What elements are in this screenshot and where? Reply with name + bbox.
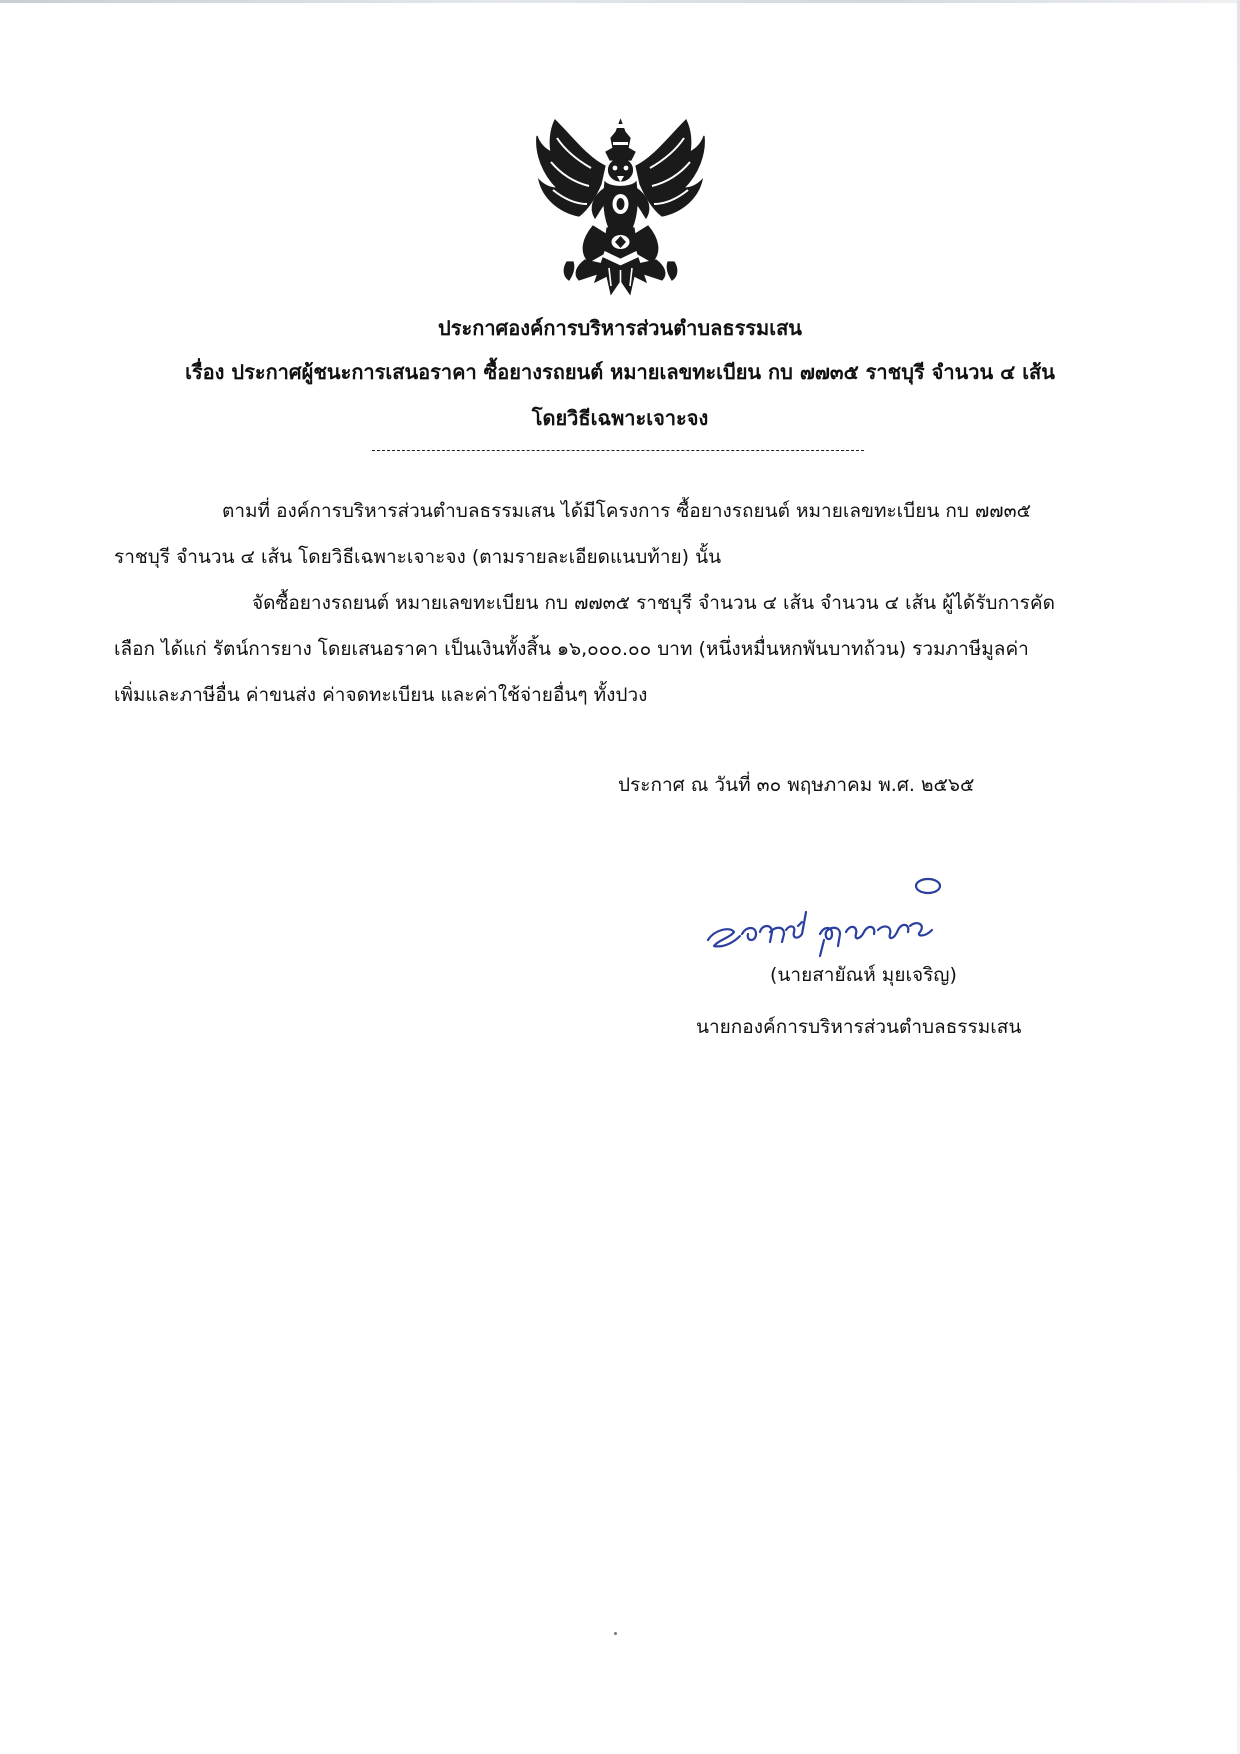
paragraph-1-line-1: ตามที่ องค์การบริหารส่วนตำบลธรรมเสน ได้มีโครงการ ซื้อยางรถยนต์ หมายเลขทะเบียน กบ ๗๗๓๕: [222, 500, 1031, 522]
handwritten-signature: [700, 868, 962, 960]
signatory-name: (นายสายัณห์ มุยเจริญ): [770, 964, 957, 986]
announcement-subject: เรื่อง ประกาศผู้ชนะการเสนอราคา ซื้อยางรถยนต์ หมายเลขทะเบียน กบ ๗๗๓๕ ราชบุรี จำนวน ๔ เส้น: [185, 360, 1055, 384]
announcement-date: ประกาศ ณ วันที่ ๓๐ พฤษภาคม พ.ศ. ๒๕๖๕: [618, 774, 975, 796]
announcement-title: ประกาศองค์การบริหารส่วนตำบลธรรมเสน: [438, 316, 802, 340]
paragraph-1-line-2: ราชบุรี จำนวน ๔ เส้น โดยวิธีเฉพาะเจาะจง (ตามรายละเอียดแนบท้าย) นั้น: [114, 546, 722, 568]
paragraph-2-line-3: เพิ่มและภาษีอื่น ค่าขนส่ง ค่าจดทะเบียน และค่าใช้จ่ายอื่นๆ ทั้งปวง: [114, 684, 648, 706]
announcement-method: โดยวิธีเฉพาะเจาะจง: [531, 406, 709, 430]
signatory-title: นายกองค์การบริหารส่วนตำบลธรรมเสน: [696, 1016, 1022, 1038]
separator-line: [372, 450, 864, 451]
garuda-emblem-icon: [533, 118, 708, 298]
paragraph-2-line-1: จัดซื้อยางรถยนต์ หมายเลขทะเบียน กบ ๗๗๓๕ ราชบุรี จำนวน ๔ เส้น จำนวน ๔ เส้น ผู้ได้รับการคัด: [252, 592, 1055, 614]
scan-speck: [614, 1632, 617, 1635]
paragraph-2-line-2: เลือก ได้แก่ รัตน์การยาง โดยเสนอราคา เป็นเงินทั้งสิ้น ๑๖,๐๐๐.๐๐ บาท (หนึ่งหมื่นหกพันบาทถ้วน) รวมภาษีมูลค่า: [114, 638, 1029, 660]
scan-edge-top: [0, 0, 1240, 3]
